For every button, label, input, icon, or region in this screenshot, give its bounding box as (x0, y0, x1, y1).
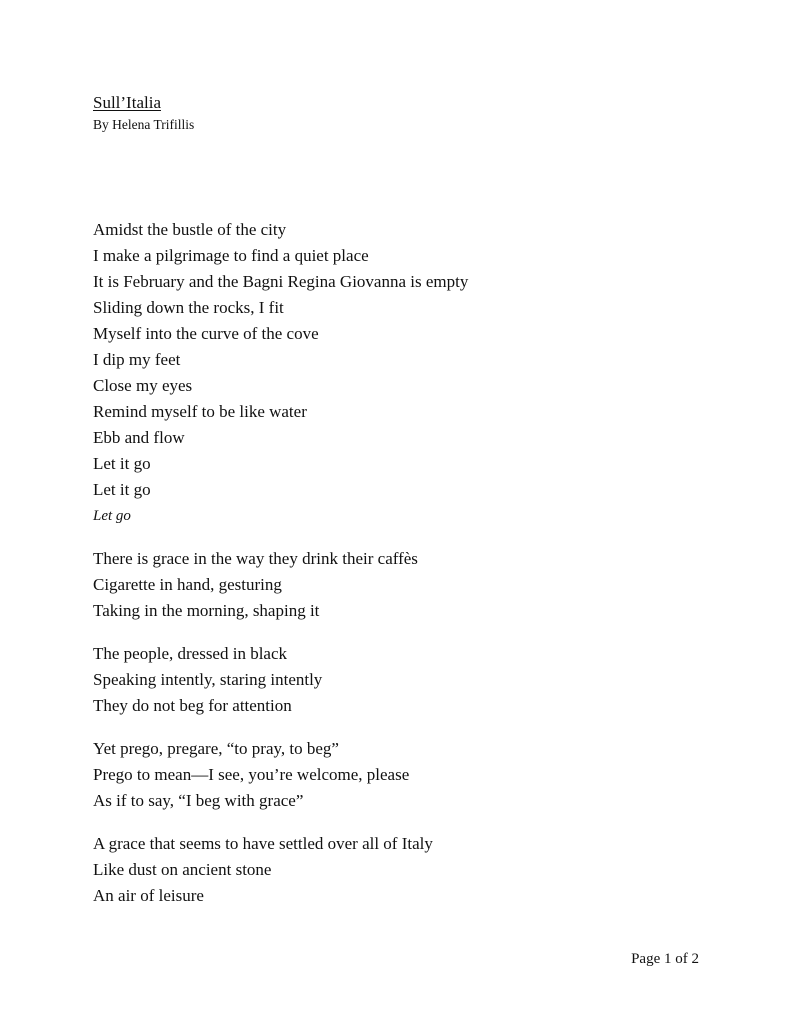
poem-line: Cigarette in hand, gesturing (93, 575, 282, 594)
stanza-3 (93, 641, 733, 719)
poem-byline: By Helena Trifillis (93, 117, 195, 132)
poem-line: Remind myself to be like water (93, 402, 307, 421)
poem-line: Like dust on ancient stone (93, 860, 272, 879)
poem-line: I dip my feet (93, 350, 181, 369)
stanza-5 (93, 831, 733, 909)
poem-line: Close my eyes (93, 376, 193, 395)
stanza-2 (93, 546, 733, 624)
poem-line: Speaking intently, staring intently (93, 670, 323, 689)
poem-line-italic: Let go (93, 508, 131, 524)
poem-title: Sull’Italia (93, 93, 161, 112)
poem-line: The people, dressed in black (93, 644, 288, 663)
poem-line: Let it go (93, 454, 151, 473)
poem-line: A grace that seems to have settled over all of Italy (93, 834, 433, 853)
poem-line: Let it go (93, 480, 151, 499)
poem-line: Prego to mean—I see, you’re welcome, please (93, 765, 410, 784)
poem-line: Taking in the morning, shaping it (93, 601, 320, 620)
stanza-1 (93, 217, 733, 529)
poem-line: Ebb and flow (93, 428, 185, 447)
poem-line: I make a pilgrimage to find a quiet place (93, 246, 369, 265)
poem-body (93, 217, 733, 926)
stanza-4 (93, 736, 733, 814)
poem-line: Amidst the bustle of the city (93, 220, 287, 239)
poem-header (93, 92, 194, 135)
poem-line: As if to say, “I beg with grace” (93, 791, 304, 810)
poem-line: They do not beg for attention (93, 696, 292, 715)
poem-line: Sliding down the rocks, I fit (93, 298, 284, 317)
poem-line: Yet prego, pregare, “to pray, to beg” (93, 739, 339, 758)
poem-line: Myself into the curve of the cove (93, 324, 319, 343)
page-indicator: Page 1 of 2 (631, 951, 699, 967)
poem-line: It is February and the Bagni Regina Giovanna is empty (93, 272, 469, 291)
poem-line: There is grace in the way they drink their caffès (93, 549, 418, 568)
poem-line: An air of leisure (93, 886, 204, 905)
